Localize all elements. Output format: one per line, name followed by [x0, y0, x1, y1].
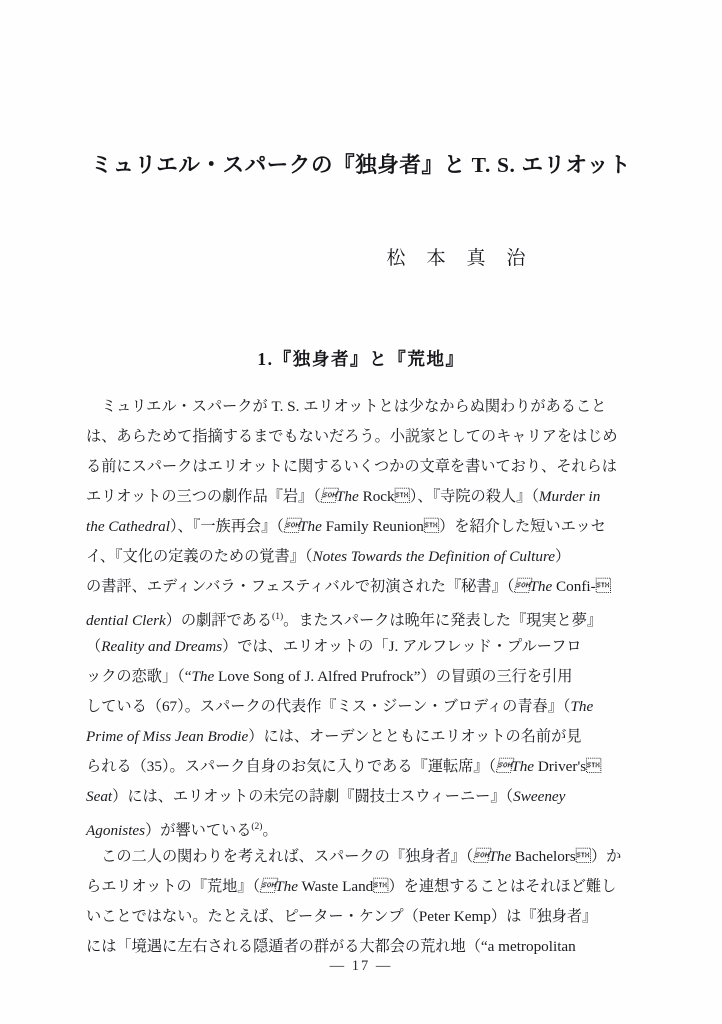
author-name: 松本真治: [386, 248, 547, 269]
text-line: している（67）。スパークの代表作『ミス・ジーン・ブロディの青春』（The: [86, 698, 594, 715]
text-line: エリオットの三つの劇作品『岩』（The Rock）、『寺院の殺人』（Murder in: [86, 488, 601, 505]
text-line: イ、『文化の定義のための覚書』（Notes Towards the Definition of Culture）: [86, 548, 571, 565]
text-line: る前にスパークはエリオットに関するいくつかの文章を書いており、それらは: [86, 458, 617, 475]
text-line: ミュリエル・スパークが T. S. エリオットとは少なからぬ関わりがあること: [86, 398, 607, 415]
page-number: — 17 —: [329, 958, 393, 974]
body-text: [86, 392, 637, 962]
page-title: ミュリエル・スパークの『独身者』と T. S. エリオット: [90, 153, 632, 178]
text-line: いことではない。たとえば、ピーター・ケンプ（Peter Kemp）は『独身者』: [86, 908, 598, 925]
text-line: この二人の関わりを考えれば、スパークの『独身者』（The Bachelors）か: [86, 848, 622, 865]
text-line: the Cathedral）、『一族再会』（The Family Reunion）を紹介した短いエッセ: [86, 518, 606, 535]
text-line: られる（35）。スパーク自身のお気に入りである『運転席』（The Driver's: [86, 758, 602, 775]
text-line: には「境遇に左右される隠遁者の群がる大都会の荒れ地（“a metropolitan: [86, 938, 576, 955]
text-line: Seat）には、エリオットの未完の詩劇『闘技士スウィーニー』（Sweeney: [86, 788, 566, 805]
text-line: Agonistes）が響いている$^{(2)}$。: [86, 822, 278, 839]
text-line: の書評、エディンバラ・フェスティバルで初演された『秘書』（The Confi-: [86, 578, 611, 595]
text-line: Prime of Miss Jean Brodie）には、オーデンとともにエリオットの名前が見: [86, 728, 582, 745]
section-heading: 1.『独身者』と『荒地』: [257, 348, 465, 369]
text-line: ックの恋歌」（“The Love Song of J. Alfred Prufrock”）の冒頭の三行を引用: [86, 668, 573, 685]
text-line: dential Clerk）の劇評である$^{(1)}$。またスパークは晩年に発表した『現実と夢』: [86, 612, 603, 629]
author-block: [0, 243, 722, 270]
text-line: らエリオットの『荒地』（The Waste Land）を連想することはそれほど難し: [86, 878, 617, 895]
text-line: は、あらためて指摘するまでもないだろう。小説家としてのキャリアをはじめ: [86, 428, 618, 445]
text-line: （Reality and Dreams）では、エリオットの「J. アルフレッド・プルーフロ: [86, 638, 582, 655]
